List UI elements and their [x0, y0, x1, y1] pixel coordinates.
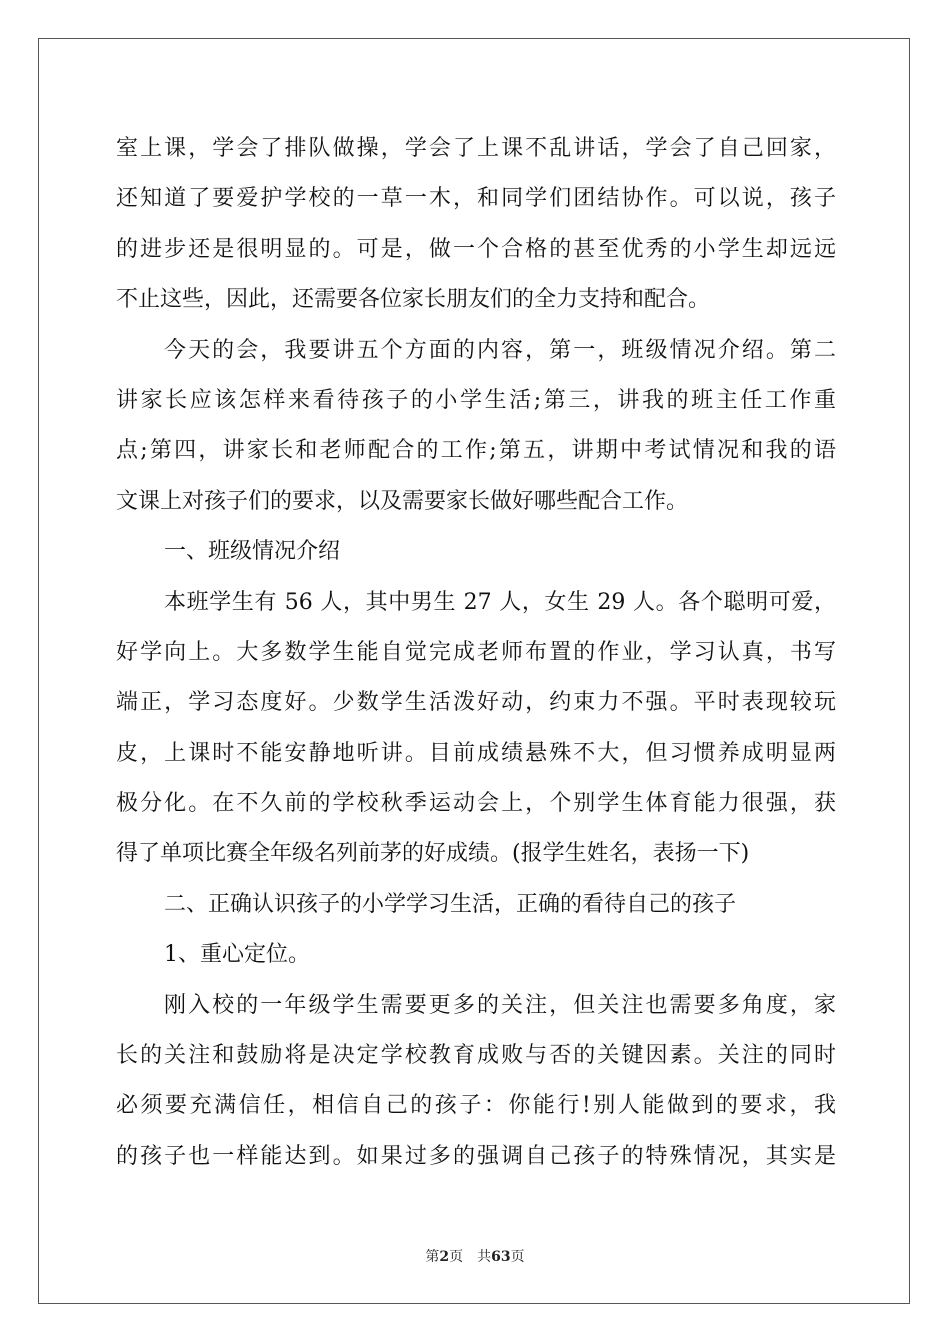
section-heading: 二、正确认识孩子的小学学习生活，正确的看待自己的孩子 — [164, 891, 737, 917]
text-line: 端正，学习态度好。少数学生活泼好动，约束力不强。平时表现较玩 — [116, 690, 836, 716]
text-line: 必须要充满信任，相信自己的孩子：你能行!别人能做到的要求，我 — [116, 1093, 836, 1119]
page-total: 63 — [491, 1249, 511, 1265]
text-line: 本班学生有 56 人，其中男生 27 人，女生 29 人。各个聪明可爱， — [164, 589, 836, 615]
text-line: 还知道了要爱护学校的一草一木，和同学们团结协作。可以说，孩子 — [116, 186, 836, 212]
text-line: 文课上对孩子们的要求，以及需要家长做好哪些配合工作。 — [116, 488, 689, 514]
total-suffix: 页 — [510, 1249, 525, 1265]
text-line: 室上课，学会了排队做操，学会了上课不乱讲话，学会了自己回家， — [116, 136, 836, 161]
total-prefix: 共 — [477, 1249, 492, 1265]
text-line: 得了单项比赛全年级名列前茅的好成绩。(报学生姓名，表扬一下) — [116, 841, 750, 867]
page-footer — [0, 1246, 950, 1266]
text-line: 点;第四，讲家长和老师配合的工作;第五，讲期中考试情况和我的语 — [116, 438, 836, 464]
text-line: 皮，上课时不能安静地听讲。目前成绩悬殊不大，但习惯养成明显两 — [116, 740, 836, 766]
text-line: 长的关注和鼓励将是决定学校教育成败与否的关键因素。关注的同时 — [116, 1043, 836, 1069]
text-line: 今天的会，我要讲五个方面的内容，第一，班级情况介绍。第二 — [164, 337, 836, 363]
text-line: 的进步还是很明显的。可是，做一个合格的甚至优秀的小学生却远远 — [116, 236, 836, 262]
text-line: 讲家长应该怎样来看待孩子的小学生活;第三，讲我的班主任工作重 — [116, 387, 836, 413]
text-line: 刚入校的一年级学生需要更多的关注，但关注也需要多角度，家 — [164, 992, 836, 1018]
text-line: 的孩子也一样能达到。如果过多的强调自己孩子的特殊情况，其实是 — [116, 1143, 836, 1169]
subsection-heading: 1、重心定位。 — [164, 942, 310, 968]
page-suffix: 页 — [449, 1249, 464, 1265]
page-current: 2 — [439, 1249, 450, 1265]
text-line: 好学向上。大多数学生能自觉完成老师布置的作业，学习认真，书写 — [116, 639, 836, 665]
page-prefix: 第 — [425, 1249, 440, 1265]
text-line: 极分化。在不久前的学校秋季运动会上，个别学生体育能力很强，获 — [116, 791, 836, 817]
document-body — [116, 124, 836, 1182]
text-line: 不止这些，因此，还需要各位家长朋友们的全力支持和配合。 — [116, 287, 711, 313]
section-heading: 一、班级情况介绍 — [164, 539, 341, 565]
